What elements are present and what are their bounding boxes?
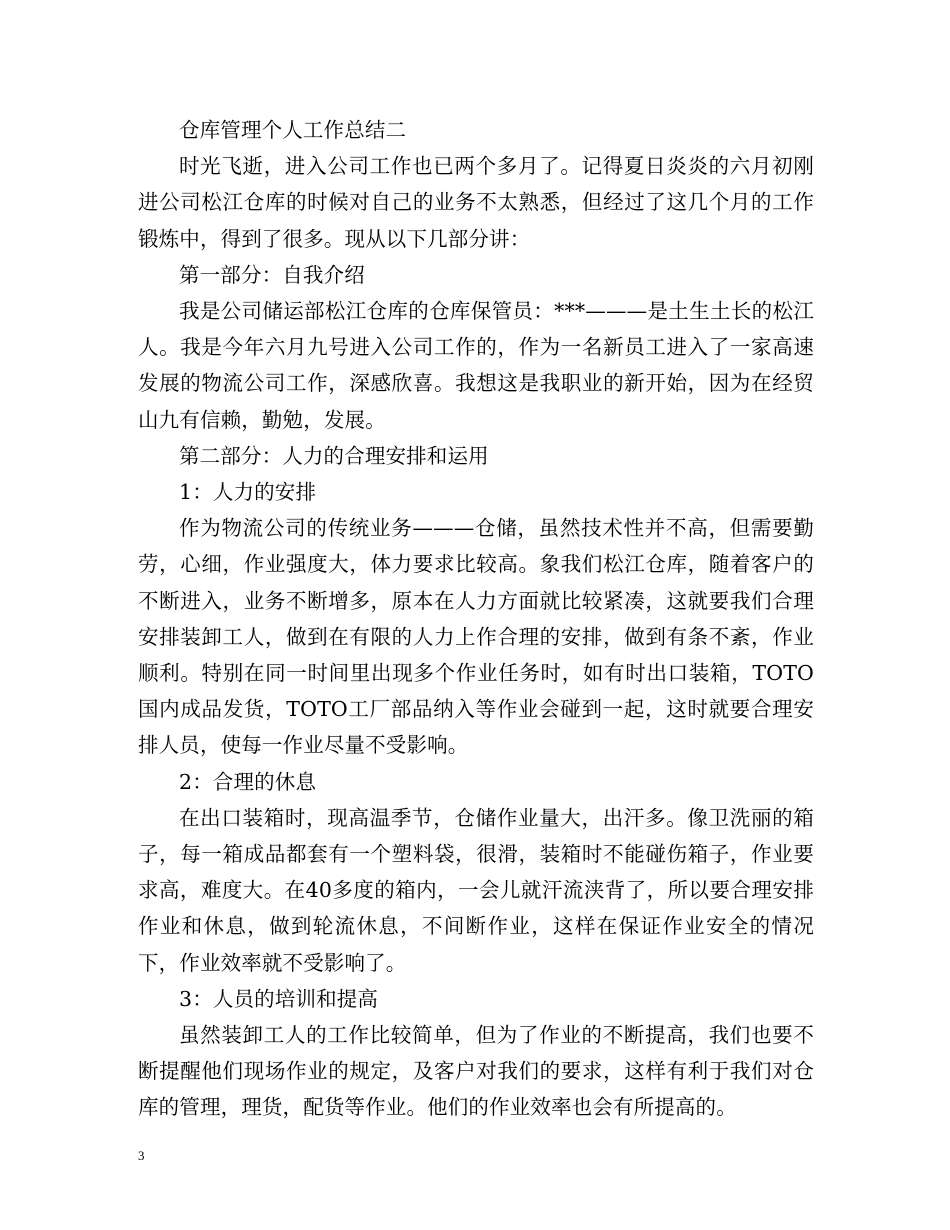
subheading-staff-training: 3：人员的培训和提高 — [179, 986, 379, 1011]
subheading-manpower-arrangement: 1：人力的安排 — [179, 480, 317, 505]
paragraph-staff-training: 虽然装卸工人的工作比较简单，但为了作业的不断提高，我们也要不断提醒他们现场作业的规定，及客户对我们的要求，这样有利于我们对仓库的管理，理货，配货等作业。他们的作业效率也会有所提高的。 — [138, 1023, 814, 1120]
section-heading-part-two: 第二部分：人力的合理安排和运用 — [179, 443, 489, 468]
subheading-reasonable-rest: 2：合理的休息 — [179, 769, 317, 794]
section-heading-part-one: 第一部分：自我介绍 — [179, 262, 365, 287]
paragraph-intro: 时光飞逝，进入公司工作也已两个多月了。记得夏日炎炎的六月初刚进公司松江仓库的时候对自己的业务不太熟悉，但经过了这几个月的工作锻炼中，得到了很多。现从以下几部分讲： — [138, 154, 814, 251]
paragraph-self-introduction: 我是公司储运部松江仓库的仓库保管员：***———是土生土长的松江人。我是今年六月九号进入公司工作的，作为一名新员工进入了一家高速发展的物流公司工作，深感欣喜。我想这是我职业的新开始，因为在经贸山九有信赖，勤勉，发展。 — [138, 299, 814, 432]
document-title: 仓库管理个人工作总结二 — [179, 118, 407, 142]
paragraph-manpower-arrangement: 作为物流公司的传统业务———仓储，虽然技术性并不高，但需要勤劳，心细，作业强度大，体力要求比较高。象我们松江仓库，随着客户的不断进入，业务不断增多，原本在人力方面就比较紧凑，这就要我们合理安排装卸工人，做到在有限的人力上作合理的安排，做到有条不紊，作业顺利。特别在同一时间里出现多个作业任务时，如有时出口装箱，TOTO国内成品发货，TOTO工厂部品纳入等作业会碰到一起，这时就要合理安排人员，使每一作业尽量不受影响。 — [138, 516, 814, 758]
document-body — [138, 112, 814, 1126]
paragraph-reasonable-rest: 在出口装箱时，现高温季节，仓储作业量大，出汗多。像卫洗丽的箱子，每一箱成品都套有一个塑料袋，很滑，装箱时不能碰伤箱子，作业要求高，难度大。在40多度的箱内，一会儿就汗流浃背了，所以要合理安排作业和休息，做到轮流休息，不间断作业，这样在保证作业安全的情况下，作业效率就不受影响了。 — [138, 805, 814, 975]
page-number: 3 — [138, 1148, 145, 1163]
